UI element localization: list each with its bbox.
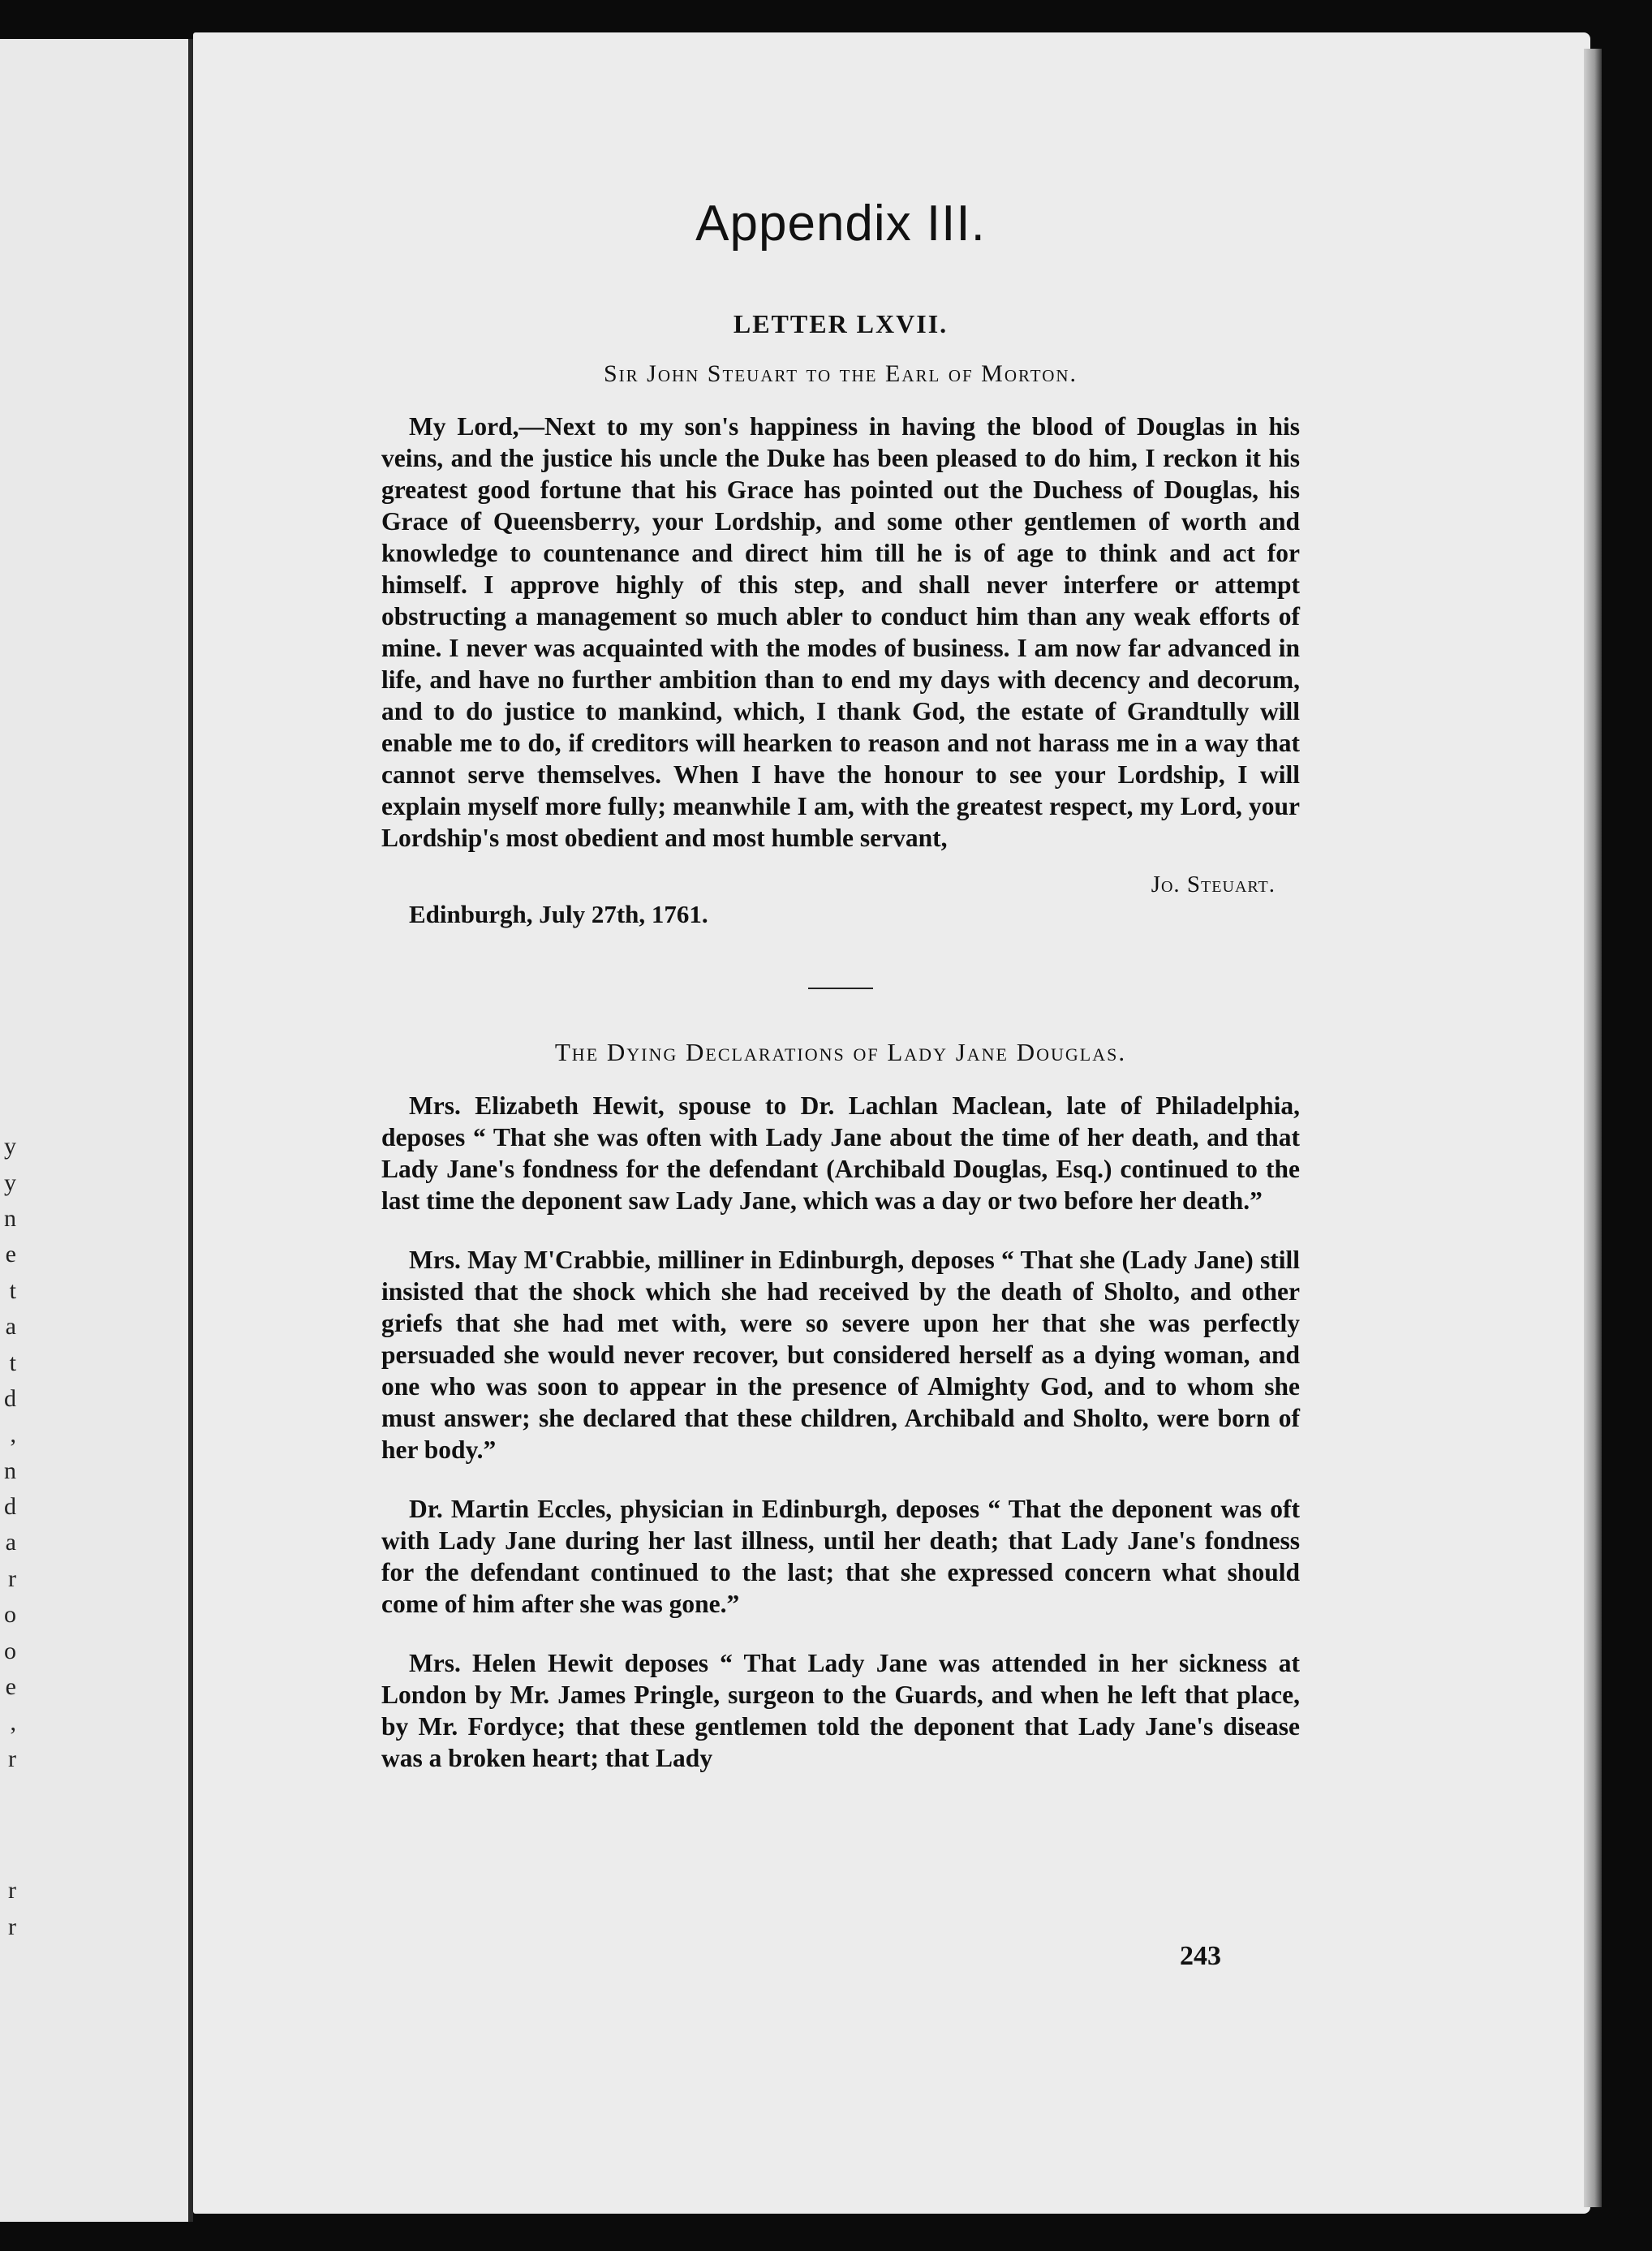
margin-letter: d [4,1385,16,1412]
margin-letter: r [8,1745,16,1772]
margin-letter: e [5,1673,16,1700]
left-page-fragment [0,39,188,2222]
margin-letter: o [4,1601,16,1628]
margin-letter: n [4,1205,16,1232]
section-heading: The Dying Declarations of Lady Jane Douglas. [554,1038,1127,1066]
margin-letter: a [5,1313,16,1340]
letter-body: My Lord,—Next to my son's happiness in having the blood of Douglas in his veins, and the justice his uncle the Duke has been pleased to do him, I reckon it his greatest good fortune that his Grace has pointed out the Duchess of Douglas, his Grace of Queensberry, your Lordship, and some other gentlemen of worth and knowledge to countenance and direct him till he is of age to think and act for himself. I approve highly of this step, and shall never interfere or attempt obstructing a management so much abler to conduct him than any weak efforts of mine. I never was acquainted with the modes of business. I am now far advanced in life, and have no further ambition than to end my days with decency and decorum, and to do justice to mankind, which, I thank God, the estate of Grandtully will enable me to do, if creditors will hearken to reason and not harass me in a way that cannot serve themselves. When I have the honour to see your Lordship, I will explain myself more fully; meanwhile I am, with the greatest respect, my Lord, your Lordship's most obedient and most humble servant, [381,412,1300,852]
margin-letter: , [10,1709,16,1736]
margin-letter: a [5,1529,16,1556]
margin-letter: r [8,1913,16,1940]
margin-letter: y [4,1133,16,1160]
margin-letter: , [10,1421,16,1448]
section-divider [808,988,873,989]
margin-letter: r [8,1877,16,1904]
margin-letter: n [4,1457,16,1484]
appendix-title: Appendix III. [695,196,986,252]
declaration-paragraph: Mrs. Helen Hewit deposes “ That Lady Jane was attended in her sickness at London by Mr. James Pringle, surgeon to the Guards, and when he left that place, by Mr. Fordyce; that these gentlemen told the deponent that Lady Jane's disease was a broken heart; that Lady [381,1649,1300,1772]
page-edge-shadow [1584,49,1602,2207]
place-date: Edinburgh, July 27th, 1761. [409,900,708,928]
margin-letter: e [5,1241,16,1268]
declaration-paragraph: Mrs. Elizabeth Hewit, spouse to Dr. Lachlan Maclean, late of Philadelphia, deposes “ That she was often with Lady Jane about the time of her death, and that Lady Jane's fondness for the defendant (Archibald Douglas, Esq.) continued to the last time the deponent saw Lady Jane, which was a day or two before her death.” [381,1091,1300,1215]
margin-letter: r [8,1565,16,1592]
declaration-paragraph: Dr. Martin Eccles, physician in Edinburgh, deposes “ That the deponent was oft with Lady Jane during her last illness, until her death; that Lady Jane's fondness for the defendant continued to the last; that she expressed concern what should come of him after she was gone.” [381,1495,1300,1618]
margin-letter: o [4,1638,16,1664]
margin-letter: t [9,1277,16,1304]
margin-letter: y [4,1169,16,1196]
letter-heading: Sir John Steuart to the Earl of Morton. [603,360,1078,387]
page-number: 243 [1180,1941,1221,1971]
declaration-paragraph: Mrs. May M'Crabbie, milliner in Edinburgh, deposes “ That she (Lady Jane) still insisted that the shock which she had received by the death of Sholto, and other griefs that she had met with, were so severe upon her that she was perfectly persuaded she would never recover, but considered herself as a dying woman, and one who was soon to appear in the presence of Almighty God, and to whom she must answer; she declared that these children, Archibald and Sholto, were born of her body.” [381,1246,1300,1464]
page-text [381,195,1300,1801]
margin-letter: d [4,1493,16,1520]
margin-letter: t [9,1349,16,1376]
letter-number: LETTER LXVII. [733,309,949,338]
signature: Jo. Steuart. [1151,872,1276,897]
